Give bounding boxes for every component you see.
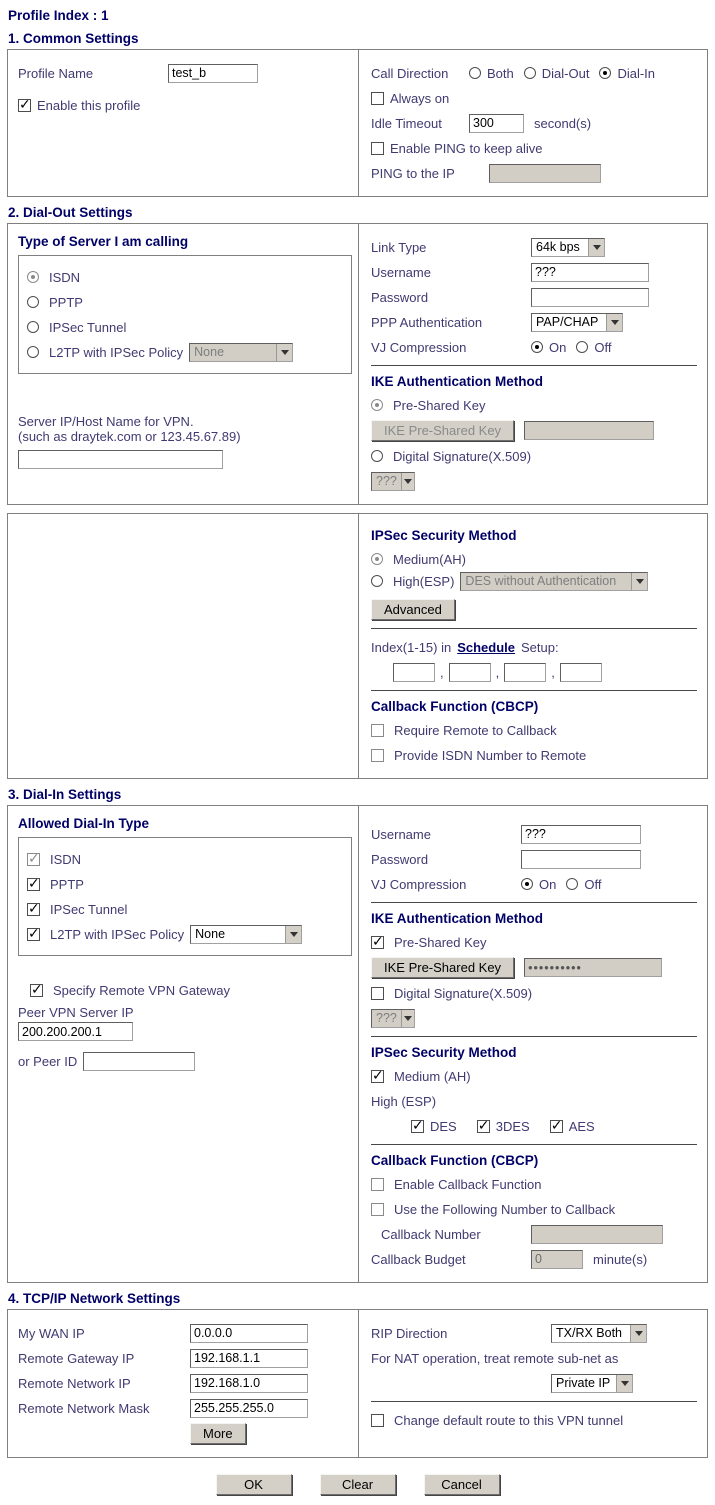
dialin-vj-off-radio[interactable] — [566, 878, 578, 890]
use-number-callback-checkbox[interactable] — [371, 1203, 384, 1216]
link-type-label: Link Type — [371, 239, 427, 255]
dialin-ike-heading: IKE Authentication Method — [371, 911, 543, 926]
dialin-l2tp-policy-select[interactable]: None — [190, 925, 302, 944]
enable-ping-checkbox[interactable] — [371, 142, 384, 155]
server-ip-caption-2: (such as draytek.com or 123.45.67.89) — [18, 429, 241, 444]
dial-out-box-top — [7, 223, 708, 505]
clear-button[interactable]: Clear — [320, 1474, 396, 1495]
dialout-high-label: High(ESP) — [393, 573, 455, 589]
dialin-username-input[interactable] — [521, 825, 641, 844]
divider — [371, 902, 697, 903]
dialout-medium-radio[interactable] — [371, 553, 383, 565]
call-direction-dialin-radio[interactable] — [599, 67, 611, 79]
link-type-select[interactable]: 64k bps — [531, 238, 605, 257]
schedule-index-4-input[interactable] — [560, 663, 602, 682]
call-direction-dialout-label: Dial-Out — [541, 65, 590, 81]
dialin-psk-label: Pre-Shared Key — [394, 934, 487, 950]
call-direction-dialin-label: Dial-In — [617, 65, 656, 81]
dialin-l2tp-label: L2TP with IPSec Policy — [50, 926, 185, 942]
schedule-index-1-input[interactable] — [393, 663, 435, 682]
more-button[interactable]: More — [190, 1423, 246, 1444]
callback-number-label: Callback Number — [381, 1226, 481, 1242]
common-settings-heading: 1. Common Settings — [8, 31, 139, 46]
peer-id-label: or Peer ID — [18, 1053, 78, 1069]
advanced-button[interactable]: Advanced — [371, 599, 455, 620]
tcpip-box — [7, 1309, 708, 1458]
dialout-psk-label: Pre-Shared Key — [393, 397, 486, 413]
cancel-button[interactable]: Cancel — [424, 1474, 500, 1495]
esp-3des-label: 3DES — [495, 1118, 530, 1134]
dialin-ipsec-label: IPSec Tunnel — [50, 901, 128, 917]
ping-ip-input[interactable] — [489, 164, 601, 183]
require-callback-checkbox[interactable] — [371, 724, 384, 737]
dialout-ipsec-radio[interactable] — [27, 321, 39, 333]
always-on-checkbox[interactable] — [371, 92, 384, 105]
dialout-username-label: Username — [371, 264, 431, 280]
dialin-password-label: Password — [371, 851, 429, 867]
dialout-vj-on-radio[interactable] — [531, 341, 543, 353]
enable-ping-label: Enable PING to keep alive — [390, 140, 543, 156]
rip-direction-select[interactable]: TX/RX Both — [551, 1324, 647, 1343]
dialout-vj-off-radio[interactable] — [576, 341, 588, 353]
dialout-callback-heading: Callback Function (CBCP) — [371, 699, 539, 714]
divider — [371, 1036, 697, 1037]
provide-isdn-label: Provide ISDN Number to Remote — [394, 747, 587, 763]
my-wan-ip-label: My WAN IP — [18, 1325, 85, 1341]
dialin-vj-on-radio[interactable] — [521, 878, 533, 890]
idle-timeout-input[interactable] — [469, 114, 524, 133]
divider — [371, 690, 697, 691]
dialout-psk-radio[interactable] — [371, 399, 383, 411]
chevron-down-icon — [285, 926, 301, 943]
ppp-auth-select[interactable]: PAP/CHAP — [531, 313, 623, 332]
action-buttons — [0, 1474, 715, 1495]
schedule-link[interactable]: Schedule — [457, 639, 516, 655]
server-ip-caption-1: Server IP/Host Name for VPN. — [18, 414, 194, 429]
nat-operation-label: For NAT operation, treat remote sub-net as — [371, 1350, 619, 1366]
divider — [371, 1401, 697, 1402]
divider — [371, 365, 697, 366]
dialout-password-label: Password — [371, 289, 429, 305]
ok-button[interactable]: OK — [216, 1474, 292, 1495]
remote-gateway-ip-label: Remote Gateway IP — [18, 1350, 135, 1366]
dialin-ike-psk-button[interactable]: IKE Pre-Shared Key — [371, 957, 514, 978]
enable-profile-label: Enable this profile — [37, 97, 141, 113]
ppp-auth-label: PPP Authentication — [371, 314, 483, 330]
callback-budget-unit: minute(s) — [593, 1251, 648, 1267]
my-wan-ip-input[interactable] — [190, 1324, 308, 1343]
call-direction-dialout-radio[interactable] — [524, 67, 536, 79]
always-on-label: Always on — [390, 90, 450, 106]
dialin-isdn-label: ISDN — [50, 851, 82, 867]
schedule-suffix: Setup: — [521, 639, 559, 655]
server-ip-input[interactable] — [18, 450, 223, 469]
callback-budget-input[interactable] — [531, 1250, 583, 1269]
dial-in-box — [7, 805, 708, 1283]
dialin-vj-on-label: On — [539, 876, 557, 892]
schedule-comma: , — [440, 664, 444, 680]
dial-out-bottom-right-column — [358, 514, 707, 778]
chevron-down-icon — [276, 344, 292, 361]
dialout-username-input[interactable] — [531, 263, 649, 282]
chevron-down-icon — [630, 1325, 646, 1342]
provide-isdn-checkbox[interactable] — [371, 749, 384, 762]
dialin-medium-label: Medium (AH) — [394, 1068, 471, 1084]
remote-gateway-ip-input[interactable] — [190, 1349, 308, 1368]
remote-network-mask-input[interactable] — [190, 1399, 308, 1418]
dialout-digital-sig-radio[interactable] — [371, 450, 383, 462]
callback-number-input[interactable] — [531, 1225, 663, 1244]
dialout-high-radio[interactable] — [371, 575, 383, 587]
dialin-ipsec-heading: IPSec Security Method — [371, 1045, 517, 1060]
schedule-prefix: Index(1-15) in — [371, 639, 452, 655]
divider — [371, 628, 697, 629]
dial-in-right-column — [358, 806, 707, 1282]
profile-name-label: Profile Name — [18, 65, 94, 81]
esp-aes-checkbox[interactable] — [550, 1120, 563, 1133]
dialout-pptp-radio[interactable] — [27, 296, 39, 308]
dial-in-left-column — [8, 806, 358, 1282]
dialin-pptp-checkbox[interactable] — [27, 878, 40, 891]
dial-out-bottom-left-column — [8, 514, 358, 778]
dialin-ipsec-checkbox[interactable] — [27, 903, 40, 916]
dialin-username-label: Username — [371, 826, 431, 842]
call-direction-both-radio[interactable] — [469, 67, 481, 79]
enable-callback-label: Enable Callback Function — [394, 1176, 542, 1192]
remote-network-ip-input[interactable] — [190, 1374, 308, 1393]
chevron-down-icon — [401, 1010, 414, 1027]
dialout-ipsec-heading: IPSec Security Method — [371, 528, 517, 543]
dial-out-left-column — [8, 224, 358, 504]
dialin-ike-psk-input[interactable] — [524, 958, 662, 977]
dialout-cert-select[interactable]: ??? — [371, 472, 415, 491]
dial-in-settings-heading: 3. Dial-In Settings — [8, 787, 122, 802]
dialout-vj-label: VJ Compression — [371, 339, 467, 355]
dialout-esp-method-select[interactable]: DES without Authentication — [460, 572, 648, 591]
peer-id-input[interactable] — [83, 1052, 195, 1071]
schedule-comma: , — [495, 664, 500, 680]
dialin-callback-heading: Callback Function (CBCP) — [371, 1153, 539, 1168]
chevron-down-icon — [606, 314, 622, 331]
esp-aes-label: AES — [568, 1118, 595, 1134]
nat-subnet-select[interactable]: Private IP — [551, 1374, 633, 1393]
dialout-l2tp-policy-select[interactable]: None — [189, 343, 293, 362]
dialin-cert-select[interactable]: ??? — [371, 1009, 415, 1028]
dialout-ike-psk-button[interactable]: IKE Pre-Shared Key — [371, 420, 514, 441]
remote-network-mask-label: Remote Network Mask — [18, 1400, 150, 1416]
chevron-down-icon — [616, 1375, 632, 1392]
dialout-ike-psk-input[interactable] — [524, 421, 654, 440]
esp-3des-checkbox[interactable] — [477, 1120, 490, 1133]
dialout-ipsec-label: IPSec Tunnel — [49, 319, 127, 335]
dialin-vj-label: VJ Compression — [371, 876, 467, 892]
dialout-pptp-label: PPTP — [49, 294, 83, 310]
dialin-high-label: High (ESP) — [371, 1093, 437, 1109]
dialout-l2tp-radio[interactable] — [27, 346, 39, 358]
server-type-list — [18, 255, 352, 374]
common-left-column — [8, 50, 358, 196]
server-type-heading: Type of Server I am calling — [18, 234, 189, 249]
dialout-password-input[interactable] — [531, 288, 649, 307]
dialout-medium-label: Medium(AH) — [393, 551, 466, 567]
peer-ip-label: Peer VPN Server IP — [18, 1005, 134, 1020]
rip-direction-label: RIP Direction — [371, 1325, 448, 1341]
dialout-digital-sig-label: Digital Signature(X.509) — [393, 448, 532, 464]
dialout-vj-on-label: On — [549, 339, 567, 355]
specify-gateway-label: Specify Remote VPN Gateway — [53, 982, 231, 998]
schedule-comma: , — [551, 664, 555, 680]
use-number-callback-label: Use the Following Number to Callback — [394, 1201, 616, 1217]
dialout-isdn-radio[interactable] — [27, 271, 39, 283]
dialout-l2tp-label: L2TP with IPSec Policy — [49, 344, 184, 360]
require-callback-label: Require Remote to Callback — [394, 722, 557, 738]
dialin-pptp-label: PPTP — [50, 876, 84, 892]
tcpip-settings-heading: 4. TCP/IP Network Settings — [8, 1291, 181, 1306]
dialin-l2tp-checkbox[interactable] — [27, 928, 40, 941]
chevron-down-icon — [588, 239, 604, 256]
common-right-column — [358, 50, 707, 196]
specify-gateway-checkbox[interactable] — [30, 984, 43, 997]
dialin-password-input[interactable] — [521, 850, 641, 869]
ping-ip-label: PING to the IP — [371, 165, 455, 181]
callback-budget-label: Callback Budget — [371, 1251, 466, 1267]
idle-timeout-unit: second(s) — [534, 115, 592, 131]
enable-callback-checkbox[interactable] — [371, 1178, 384, 1191]
call-direction-label: Call Direction — [371, 65, 449, 81]
common-settings-box — [7, 49, 708, 197]
remote-network-ip-label: Remote Network IP — [18, 1375, 131, 1391]
profile-name-input[interactable] — [168, 64, 258, 83]
page-title: Profile Index : 1 — [8, 8, 109, 23]
chevron-down-icon — [401, 473, 414, 490]
change-default-route-label: Change default route to this VPN tunnel — [394, 1412, 624, 1428]
dialin-isdn-checkbox[interactable] — [27, 853, 40, 866]
allowed-dialin-list — [18, 837, 352, 956]
dialout-isdn-label: ISDN — [49, 269, 81, 285]
idle-timeout-label: Idle Timeout — [371, 115, 442, 131]
esp-des-checkbox[interactable] — [411, 1120, 424, 1133]
call-direction-both-label: Both — [487, 65, 514, 81]
dialin-digital-sig-label: Digital Signature(X.509) — [394, 985, 533, 1001]
dialin-psk-checkbox[interactable] — [371, 936, 384, 949]
dial-out-right-column — [358, 224, 707, 504]
allowed-dialin-heading: Allowed Dial-In Type — [18, 816, 150, 831]
schedule-index-3-input[interactable] — [504, 663, 546, 682]
dial-out-box-bottom — [7, 513, 708, 779]
peer-ip-input[interactable] — [18, 1022, 133, 1041]
esp-des-label: DES — [430, 1118, 457, 1134]
dialin-medium-checkbox[interactable] — [371, 1070, 384, 1083]
schedule-index-2-input[interactable] — [449, 663, 491, 682]
change-default-route-checkbox[interactable] — [371, 1414, 384, 1427]
dialout-ike-heading: IKE Authentication Method — [371, 374, 543, 389]
dialin-digital-sig-checkbox[interactable] — [371, 987, 384, 1000]
dialout-vj-off-label: Off — [594, 339, 612, 355]
dialin-vj-off-label: Off — [584, 876, 602, 892]
enable-profile-checkbox[interactable] — [18, 99, 31, 112]
dial-out-settings-heading: 2. Dial-Out Settings — [8, 205, 133, 220]
chevron-down-icon — [631, 573, 647, 590]
divider — [371, 1144, 697, 1145]
